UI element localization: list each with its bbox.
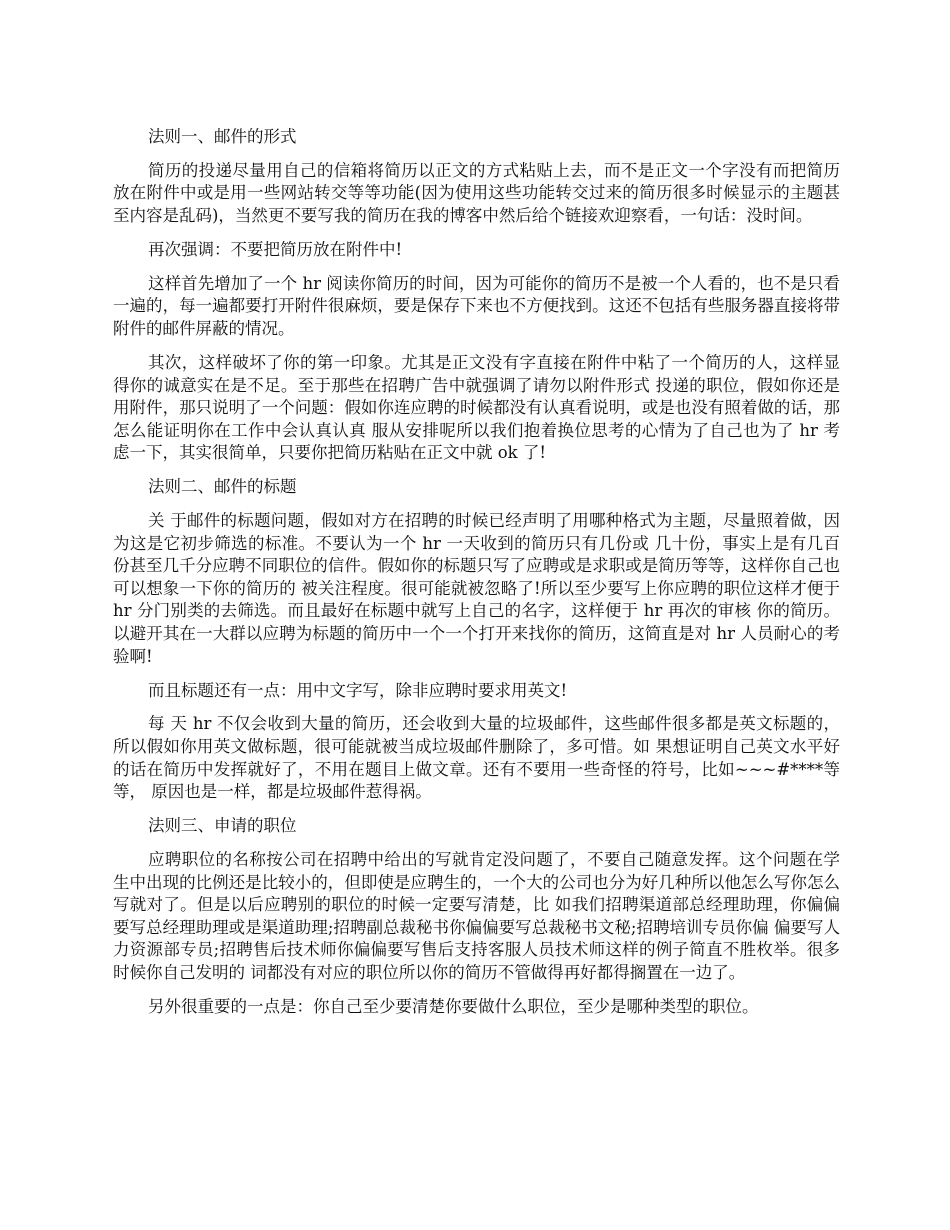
- paragraph: 这样首先增加了一个 hr 阅读你简历的时间，因为可能你的简历不是被一个人看的，也不是只看一遍的，每一遍都要打开附件很麻烦，要是保存下来也不方便找到。这还不包括有些服务器直接将带附件的邮件屏蔽的情况。: [113, 273, 840, 339]
- heading-rule-one: 法则一、邮件的形式: [148, 127, 297, 146]
- paragraph: 另外很重要的一点是：你自己至少要清楚你要做什么职位，至少是哪种类型的职位。: [148, 996, 759, 1016]
- paragraph: 再次强调：不要把简历放在附件中!: [148, 239, 403, 259]
- paragraph: 关 于邮件的标题问题，假如对方在招聘的时候已经声明了用哪种格式为主题，尽量照着做，因为这是它初步筛选的标准。不要认为一个 hr 一天收到的简历只有几份或 几十份，事实上是有几百份甚至几千分应聘不同职位的信件。假如你的标题只写了应聘或是求职或是简历等等，这样你自己也可以想象一下你的简历的 被关注程度。很可能就被忽略了!所以至少要写上你应聘的职位这样才便于 hr 分门别类的去筛选。而且最好在标题中就写上自己的名字，这样便于 hr 再次的审核 你的简历。以避开其在一大群以应聘为标题的简历中一个一个打开来找你的简历，这简直是对 hr 人员耐心的考验啊!: [113, 511, 840, 666]
- paragraph: 应聘职位的名称按公司在招聘中给出的写就肯定没问题了，不要自己随意发挥。这个问题在学 生中出现的比例还是比较小的，但即使是应聘生的，一个大的公司也分为好几种所以他怎么写你怎么写就对了。但是以后应聘别的职位的时候一定要写清楚，比 如我们招聘渠道部总经理助理，你偏偏要写总经理助理或是渠道助理;招聘副总裁秘书你偏偏要写总裁秘书文秘;招聘培训专员你偏 偏要写人力资源部专员;招聘售后技术师你偏偏要写售后支持客服人员技术师这样的例子简直不胜枚举。很多时候你自己发明的 词都没有对应的职位所以你的简历不管做得再好都得搁置在一边了。: [113, 850, 840, 982]
- paragraph: 每 天 hr 不仅会收到大量的简历，还会收到大量的垃圾邮件，这些邮件很多都是英文标题的，所以假如你用英文做标题，很可能就被当成垃圾邮件删除了，多可惜。如 果想证明自己英文水平好的话在简历中发挥就好了，不用在题目上做文章。还有不要用一些奇怪的符号，比如~~~#****等等， 原因也是一样，都是垃圾邮件惹得祸。: [113, 714, 840, 802]
- heading-rule-two: 法则二、邮件的标题: [148, 477, 297, 497]
- document-body: [113, 126, 840, 1030]
- paragraph: 而且标题还有一点：用中文字写，除非应聘时要求用英文!: [148, 680, 568, 700]
- paragraph: 简历的投递尽量用自己的信箱将简历以正文的方式粘贴上去，而不是正文一个字没有而把简历放在附件中或是用一些网站转交等等功能(因为使用这些功能转交过来的简历很多时候显示的主题甚至内容是乱码)，当然更不要写我的简历在我的博客中然后给个链接欢迎察看，一句话：没时间。: [113, 160, 840, 226]
- paragraph: 其次，这样破坏了你的第一印象。尤其是正文没有字直接在附件中粘了一个简历的人，这样显得你的诚意实在是不足。至于那些在招聘广告中就强调了请勿以附件形式 投递的职位，假如你还是用附件，那只说明了一个问题：假如你连应聘的时候都没有认真看说明，或是也没有照着做的话，那怎么能证明你在工作中会认真认真 服从安排呢所以我们抱着换位思考的心情为了自己也为了 hr 考虑一下，其实很简单，只要你把简历粘贴在正文中就 ok 了!: [113, 352, 840, 463]
- heading-rule-three: 法则三、申请的职位: [148, 816, 297, 836]
